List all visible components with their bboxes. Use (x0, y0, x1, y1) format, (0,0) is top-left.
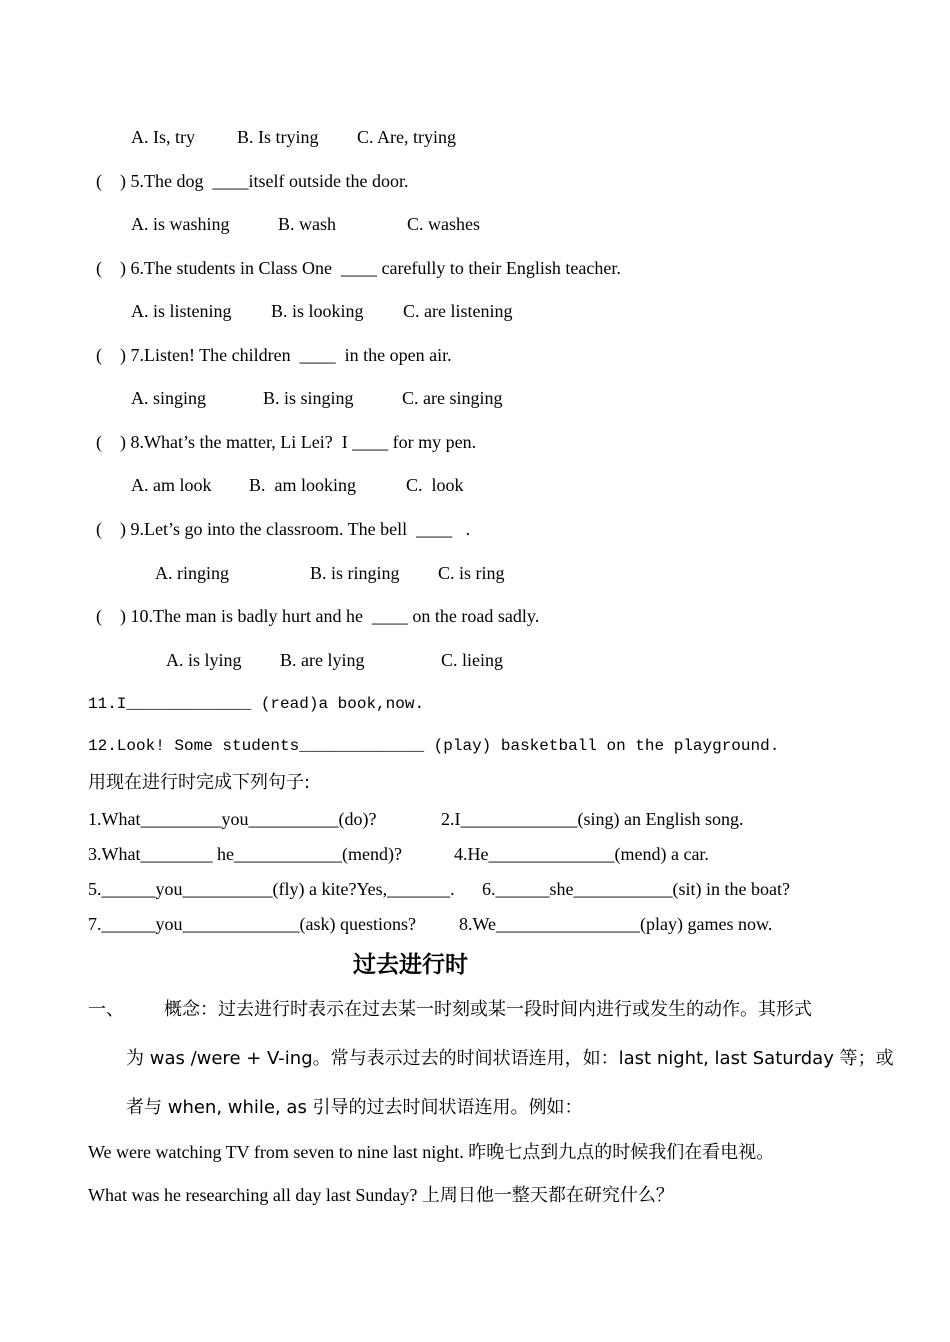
q10-stem: ( ) 10.The man is badly hurt and he ____ on the road sadly. (96, 606, 540, 626)
concept-line-3: 者与 when, while, as 引导的过去时间状语连用。例如： (126, 1097, 583, 1118)
instruction-text: 用现在进行时完成下列句子: (88, 772, 311, 793)
q8-stem: ( ) 8.What’s the matter, Li Lei? I ____ for my pen. (96, 432, 477, 452)
complete-item-2: 2.I_____________(sing) an English song. (441, 809, 744, 829)
q10-option-a: A. is lying (166, 650, 242, 670)
q7-option-b: B. is singing (263, 388, 354, 408)
q9-option-b: B. is ringing (310, 563, 400, 583)
q9-option-a: A. ringing (155, 563, 229, 583)
q6-stem: ( ) 6.The students in Class One ____ carefully to their English teacher. (96, 258, 621, 278)
q8-option-b: B. am looking (249, 475, 356, 495)
complete-item-3: 3.What________ he____________(mend)? (88, 844, 402, 864)
fill-item-12: 12.Look! Some students_____________ (play) basketball on the playground. (88, 737, 780, 755)
complete-item-4: 4.He______________(mend) a car. (454, 844, 709, 864)
q8-option-a: A. am look (131, 475, 212, 495)
q5-option-a: A. is washing (131, 214, 230, 234)
q6-option-b: B. is looking (271, 301, 364, 321)
concept-line-1: 概念：过去进行时表示在过去某一时刻或某一段时间内进行或发生的动作。其形式 (164, 999, 812, 1020)
q7-stem: ( ) 7.Listen! The children ____ in the open air. (96, 345, 452, 365)
complete-item-8: 8.We________________(play) games now. (459, 914, 773, 934)
q10-option-c: C. lieing (441, 650, 503, 670)
q5-option-c: C. washes (407, 214, 480, 234)
q9-stem: ( ) 9.Let’s go into the classroom. The bell ____ . (96, 519, 471, 539)
complete-item-7: 7.______you_____________(ask) questions? (88, 914, 416, 934)
concept-number: 一、 (88, 999, 124, 1020)
q6-option-a: A. is listening (131, 301, 232, 321)
section-title: 过去进行时 (353, 952, 468, 978)
complete-item-5: 5.______you__________(fly) a kite?Yes,_______. (88, 879, 455, 899)
complete-item-6: 6.______she___________(sit) in the boat? (482, 879, 790, 899)
q4-option-a: A. Is, try (131, 127, 195, 147)
example-sentence-2: What was he researching all day last Sunday? 上周日他一整天都在研究什么？ (88, 1185, 674, 1205)
q4-option-c: C. Are, trying (357, 127, 456, 147)
q5-stem: ( ) 5.The dog ____itself outside the door. (96, 171, 409, 191)
example-sentence-1: We were watching TV from seven to nine last night. 昨晚七点到九点的时候我们在看电视。 (88, 1142, 775, 1162)
q5-option-b: B. wash (278, 214, 336, 234)
q6-option-c: C. are listening (403, 301, 513, 321)
q7-option-c: C. are singing (402, 388, 503, 408)
q10-option-b: B. are lying (280, 650, 365, 670)
fill-item-11: 11.I_____________ (read)a book,now. (88, 695, 425, 713)
concept-line-2: 为 was /were + V-ing。常与表示过去的时间状语连用，如：last night, last Saturday 等；或 (126, 1048, 894, 1069)
q8-option-c: C. look (406, 475, 464, 495)
complete-item-1: 1.What_________you__________(do)? (88, 809, 377, 829)
q7-option-a: A. singing (131, 388, 207, 408)
q4-option-b: B. Is trying (237, 127, 319, 147)
q9-option-c: C. is ring (438, 563, 505, 583)
